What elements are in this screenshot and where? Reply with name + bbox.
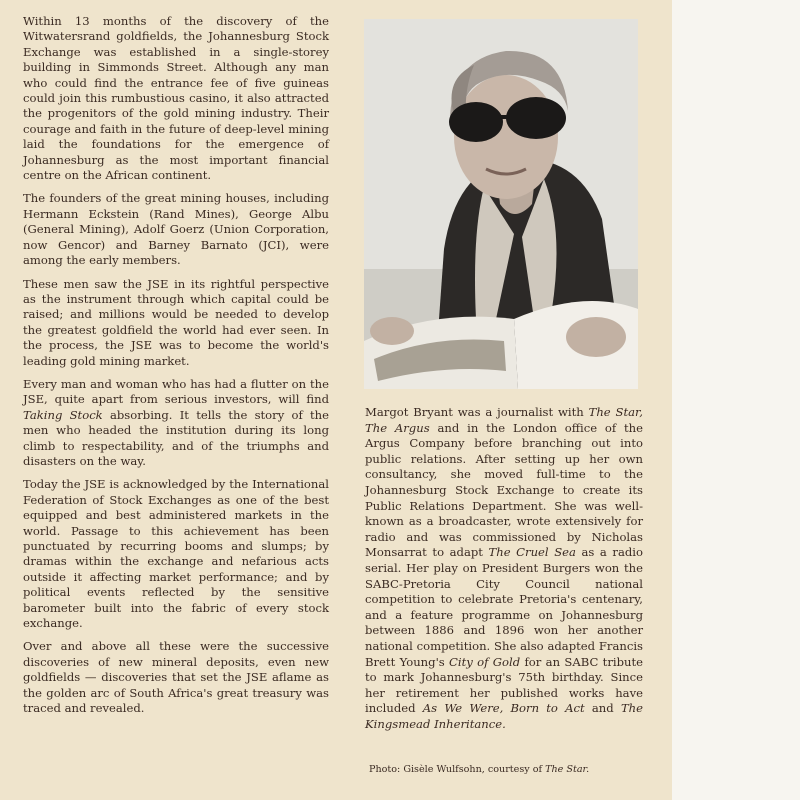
title-city-of-gold: City of Gold bbox=[449, 654, 521, 669]
bio-text-4: as a radio serial. Her play on President Burgers won the SABC-Pretoria City Council national competition to celebrate Pretoria's centenary, and a feature programme on Johannesburg between 1886 and 1896 won her another national competition. She also adapted Francis Brett Young's bbox=[365, 545, 643, 669]
publication-the-star: The Star, bbox=[588, 405, 643, 419]
bio-text-3: and in the London office of the Argus Company before branching out into public relations. After setting up her own consultancy, she moved full-time to the Johannesburg Stock Exchange to create its Public Relations Department. She was well-known as a broadcaster, wrote extensively for radio and was commissioned by Nicholas Monsarrat to adapt bbox=[365, 420, 644, 560]
author-photo bbox=[364, 19, 638, 389]
paragraph-4-text-b: absorbing. It tells the story of the men who headed the institution during its long climb to respectability, and of the triumphs and disasters on the way. bbox=[23, 407, 329, 468]
title-the-kingsmead-inheritance: The Kingsmead Inheritance. bbox=[365, 701, 643, 731]
bio-text-6: and bbox=[584, 701, 621, 716]
caption-text: Photo: Gisèle Wulfsohn, courtesy of bbox=[369, 764, 546, 775]
paragraph-5: Today the JSE is acknowledged by the International Federation of Stock Exchanges as one of the best equipped and best administered markets in the world. Passage to this achievement has been punctuated by recurring booms and slumps; by dramas within the exchange and nefarious acts outside it affecting market performance; and by political events reflected by the sensitive barometer built into the fabric of every stock exchange. bbox=[23, 477, 329, 631]
title-the-cruel-sea: The Cruel Sea bbox=[488, 545, 576, 560]
photo-caption bbox=[369, 764, 649, 775]
scan-margin bbox=[672, 0, 800, 800]
paragraph-3: These men saw the JSE in its rightful perspective as the instrument through which capital could be raised; and millions would be needed to develop the greatest goldfield the world had ever seen. In the process, the JSE was to become the world's leading gold mining market. bbox=[23, 276, 329, 368]
title-as-we-were-born-to-act: As We Were, Born to Act bbox=[422, 701, 585, 716]
paragraph-4-text-a: Every man and woman who has had a flutter on the JSE, quite apart from serious investors, will find bbox=[23, 376, 329, 407]
publication-the-argus: The Argus bbox=[365, 420, 430, 435]
bio-text-5: for an SABC tribute to mark Johannesburg's 75th birthday. Since her retirement her published works have included bbox=[365, 654, 643, 716]
left-column bbox=[23, 14, 329, 724]
paragraph-6: Over and above all these were the successive discoveries of new mineral deposits, even new goldfields — discoveries that set the JSE aflame as the golden arc of South Africa's great treasury was traced and revealed. bbox=[23, 639, 329, 716]
book-title-taking-stock: Taking Stock bbox=[23, 407, 103, 422]
bio-paragraph bbox=[365, 405, 643, 732]
caption-source: The Star. bbox=[545, 764, 590, 775]
paragraph-1: Within 13 months of the discovery of the Witwatersrand goldfields, the Johannesburg Stock Exchange was established in a single-storey building in Simmonds Street. Although any man who could find the entrance fee of five guineas could join this rumbustious casino, it also attracted the progenitors of the gold mining industry. Their courage and faith in the future of deep-level mining laid the foundations for the emergence of Johannesburg as the most important financial centre on the African continent. bbox=[23, 14, 329, 183]
paragraph-2: The founders of the great mining houses, including Hermann Eckstein (Rand Mines), George Albu (General Mining), Adolf Goerz (Union Corporation, now Gencor) and Barney Barnato (JCI), were among the early members. bbox=[23, 191, 329, 268]
paragraph-4 bbox=[23, 377, 329, 469]
author-bio bbox=[365, 405, 643, 732]
bio-text-1: Margot Bryant was a journalist with bbox=[365, 405, 589, 419]
author-portrait-image bbox=[364, 19, 638, 389]
